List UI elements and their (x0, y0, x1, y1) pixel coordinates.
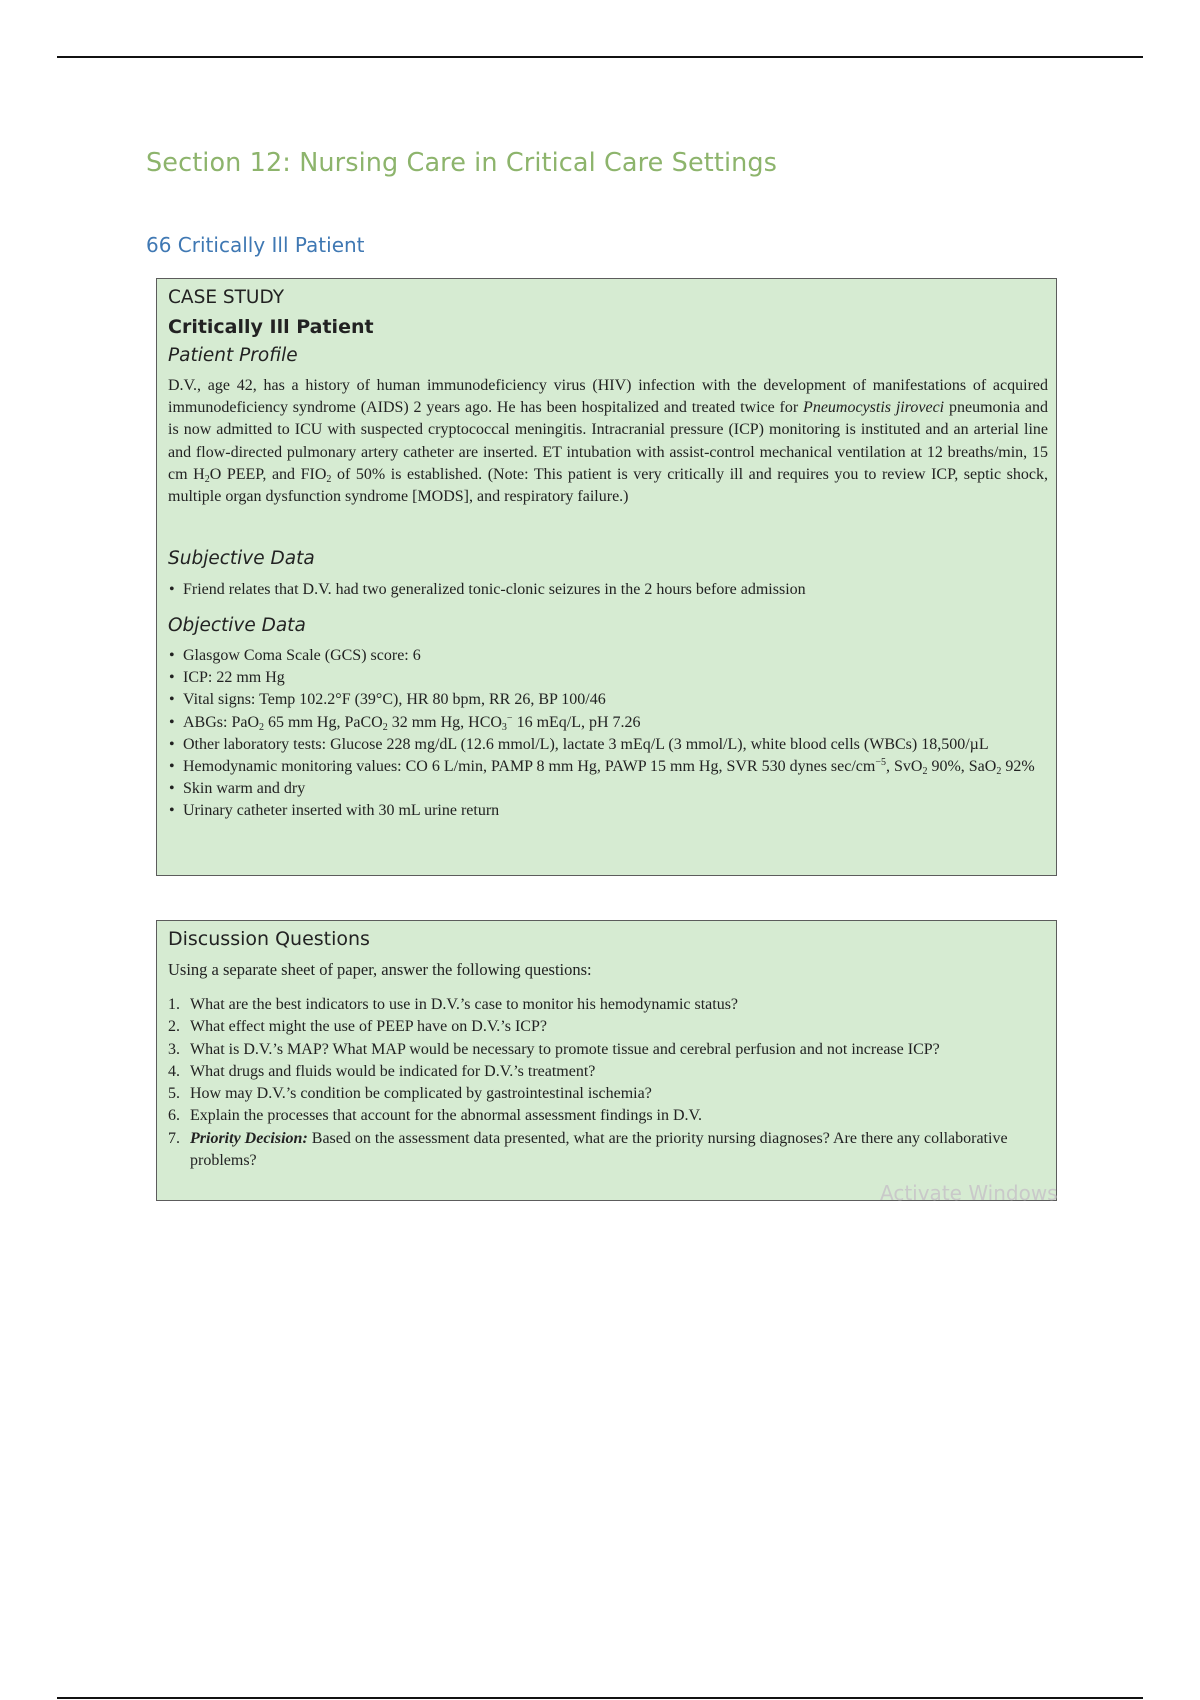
question-item: 2. What effect might the use of PEEP have on D.V.’s ICP? (168, 1018, 547, 1036)
list-item: • Urinary catheter inserted with 30 mL urine return (168, 800, 1048, 822)
case-study-box (156, 278, 1057, 876)
question-list (168, 994, 1043, 1172)
subjective-data-heading: Subjective Data (168, 548, 315, 569)
question-item: 3. What is D.V.’s MAP? What MAP would be necessary to promote tissue and cerebral perfusion and not increase ICP? (168, 1040, 940, 1058)
chapter-title: 66 Critically Ill Patient (146, 233, 365, 257)
discussion-questions-box (156, 920, 1057, 1201)
objective-data-list (168, 645, 1048, 823)
case-study-title: Critically Ill Patient (168, 316, 374, 338)
list-item: • Vital signs: Temp 102.2°F (39°C), HR 80 bpm, RR 26, BP 100/46 (168, 689, 1048, 711)
discussion-heading: Discussion Questions (168, 928, 370, 950)
patient-profile-text: D.V., age 42, has a history of human immunodeficiency virus (HIV) infection with the development of manifestations of acquired immunodeficiency syndrome (AIDS) 2 years ago. He has been hospitalized and treated twice for Pneumocystis jiroveci pneumonia and is now admitted to ICU with suspected cryptococcal meningitis. Intracranial pressure (ICP) monitoring is instituted and an arterial line and flow-directed pulmonary artery catheter are inserted. ET intubation with assist-control mechanical ventilation at 12 breaths/min, 15 cm $H_2O$ PEEP, and $FIO_2$ of 50% is established. (Note: This patient is very critically ill and requires you to review ICP, septic shock, multiple organ dysfunction syndrome [MODS], and respiratory failure.) (168, 377, 1049, 506)
question-item: 1. What are the best indicators to use in D.V.’s case to monitor his hemodynamic status? (168, 996, 739, 1013)
patient-profile-heading: Patient Profile (168, 345, 298, 366)
question-item: 7. Priority Decision: Based on the assessment data presented, what are the priority nursing diagnoses? Are there any collaborative problems? (168, 1129, 1008, 1170)
question-item: 6. Explain the processes that account for the abnormal assessment findings in D.V. (168, 1107, 703, 1125)
list-item: • Other laboratory tests: Glucose 228 mg/dL (12.6 mmol/L), lactate 3 mEq/L (3 mmol/L), white blood cells (WBCs) 18,500/µL (168, 734, 1048, 756)
activate-windows-watermark: Activate Windows (880, 1181, 1058, 1205)
question-item: 4. What drugs and fluids would be indicated for D.V.’s treatment? (168, 1062, 596, 1080)
list-item: • Glasgow Coma Scale (GCS) score: 6 (168, 645, 1048, 667)
objective-data-heading: Objective Data (168, 615, 306, 636)
list-item: • Skin warm and dry (168, 778, 1048, 800)
case-study-label: CASE STUDY (168, 287, 285, 308)
subjective-data-list (168, 579, 1048, 601)
list-item: • ICP: 22 mm Hg (168, 667, 1048, 689)
question-item: 5. How may D.V.’s condition be complicated by gastrointestinal ischemia? (168, 1085, 652, 1103)
list-item: • Friend relates that D.V. had two generalized tonic-clonic seizures in the 2 hours before admission (168, 579, 1048, 601)
list-item: • ABGs: PaO$_2$ 65 mm Hg, PaCO$_2$ 32 mm Hg, $HCO_3^-$ 16 mEq/L, pH 7.26 (168, 712, 1048, 734)
list-item: • Hemodynamic monitoring values: CO 6 L/min, PAMP 8 mm Hg, PAWP 15 mm Hg, SVR 530 dynes $\sec/cm^{-5}$, SvO$_2$ 90%, SaO$_2$ 92% (168, 756, 1048, 778)
top-rule (57, 56, 1143, 58)
bottom-rule (57, 1697, 1143, 1699)
discussion-intro: Using a separate sheet of paper, answer the following questions: (168, 960, 592, 979)
section-title: Section 12: Nursing Care in Critical Care Settings (146, 148, 778, 178)
